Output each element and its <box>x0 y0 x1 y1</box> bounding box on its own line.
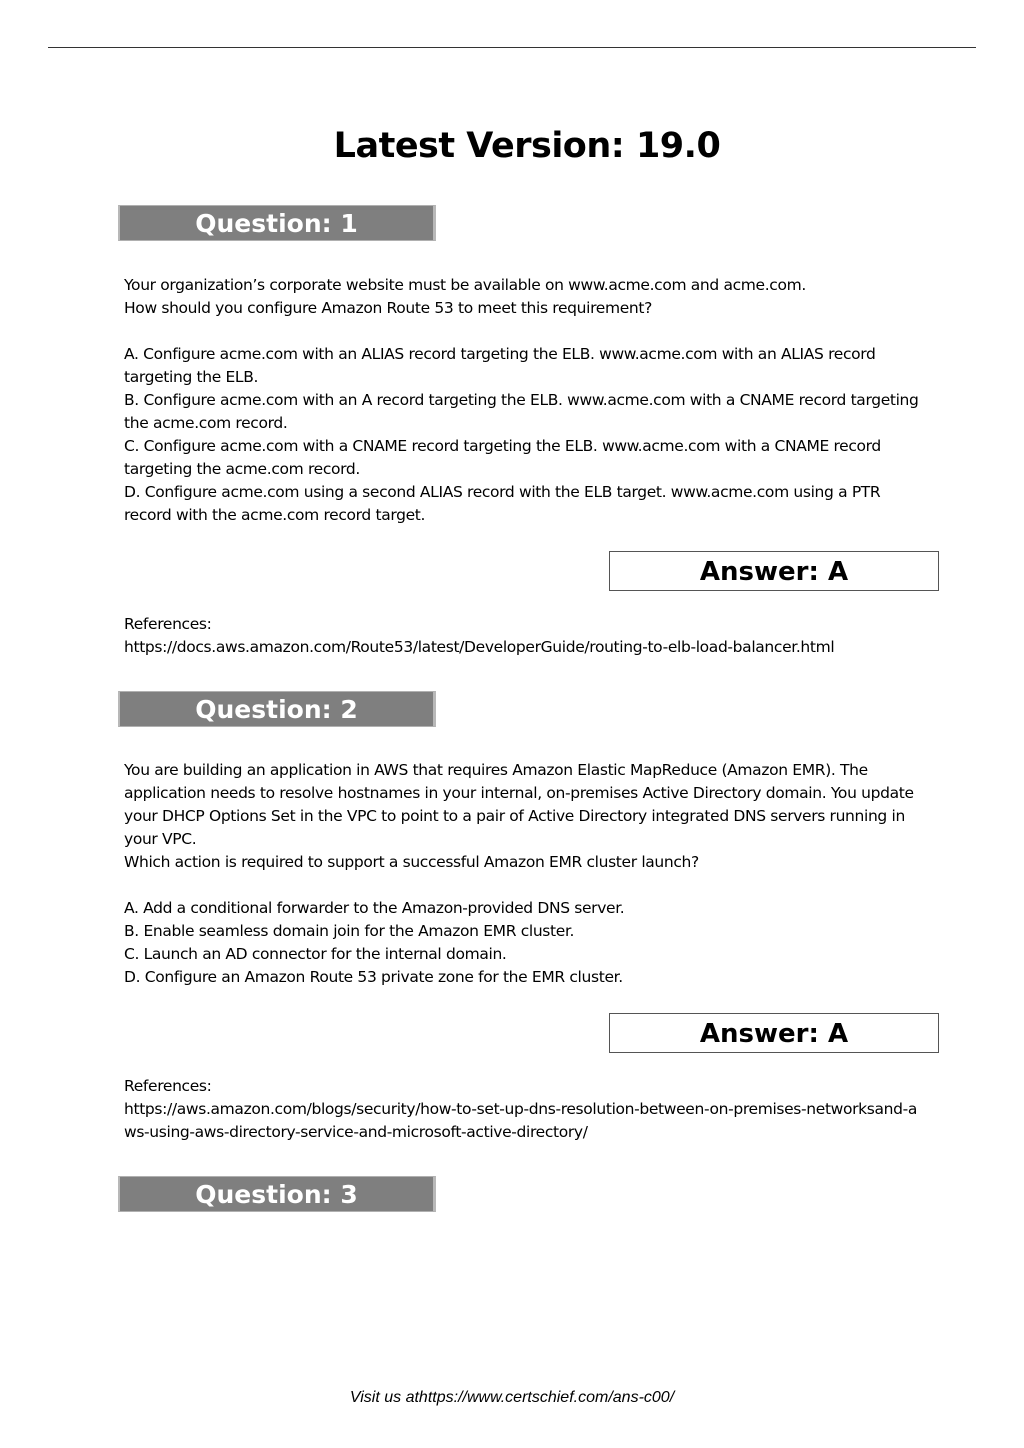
question-2-body <box>124 759 924 989</box>
question-1-stem-line-1: Your organization’s corporate website must be available on www.acme.com and acme.com. <box>124 276 806 294</box>
top-rule <box>48 47 976 48</box>
question-1-reference-link[interactable]: https://docs.aws.amazon.com/Route53/latest/DeveloperGuide/routing-to-elb-load-balancer.html <box>124 638 835 656</box>
footer-text: Visit us athttps://www.certschief.com/ans-c00/ <box>349 1389 675 1406</box>
question-2-option-b: B. Enable seamless domain join for the Amazon EMR cluster. <box>124 922 575 940</box>
question-2-option-d: D. Configure an Amazon Route 53 private zone for the EMR cluster. <box>124 968 623 986</box>
question-2-option-a: A. Add a conditional forwarder to the Amazon-provided DNS server. <box>124 899 625 917</box>
question-2-stem-line-2: Which action is required to support a successful Amazon EMR cluster launch? <box>124 853 699 871</box>
question-2-answer: Answer: A <box>609 1013 939 1053</box>
question-1-header: Question: 1 <box>118 205 436 241</box>
question-2-reference-link[interactable]: https://aws.amazon.com/blogs/security/how-to-set-up-dns-resolution-between-on-premises-networksand-aws-using-aws-directory-service-and-microsoft-active-directory/ <box>124 1100 918 1141</box>
question-1-references-label: References: <box>124 615 212 633</box>
question-2-option-c: C. Launch an AD connector for the internal domain. <box>124 945 507 963</box>
question-2-references-label: References: <box>124 1077 212 1095</box>
page-title: Latest Version: 19.0 <box>333 126 721 166</box>
question-1-references <box>124 613 924 659</box>
question-1-answer: Answer: A <box>609 551 939 591</box>
question-1-body <box>124 274 924 527</box>
question-1-option-d: D. Configure acme.com using a second ALIAS record with the ELB target. www.acme.com using a PTR record with the acme.com record target. <box>124 483 881 524</box>
question-2-header: Question: 2 <box>118 691 436 727</box>
question-2-references <box>124 1075 924 1144</box>
question-1-option-c: C. Configure acme.com with a CNAME record targeting the ELB. www.acme.com with a CNAME record targeting the acme.com record. <box>124 437 881 478</box>
question-2-stem-line-1: You are building an application in AWS that requires Amazon Elastic MapReduce (Amazon EMR). The application needs to resolve hostnames in your internal, on-premises Active Directory domain. You update your DHCP Options Set in the VPC to point to a pair of Active Directory integrated DNS servers running in your VPC. <box>124 761 914 848</box>
question-1-stem-line-2: How should you configure Amazon Route 53 to meet this requirement? <box>124 299 652 317</box>
question-1-option-b: B. Configure acme.com with an A record targeting the ELB. www.acme.com with a CNAME record targeting the acme.com record. <box>124 391 919 432</box>
question-1-option-a: A. Configure acme.com with an ALIAS record targeting the ELB. www.acme.com with an ALIAS record targeting the ELB. <box>124 345 876 386</box>
question-3-header: Question: 3 <box>118 1176 436 1212</box>
